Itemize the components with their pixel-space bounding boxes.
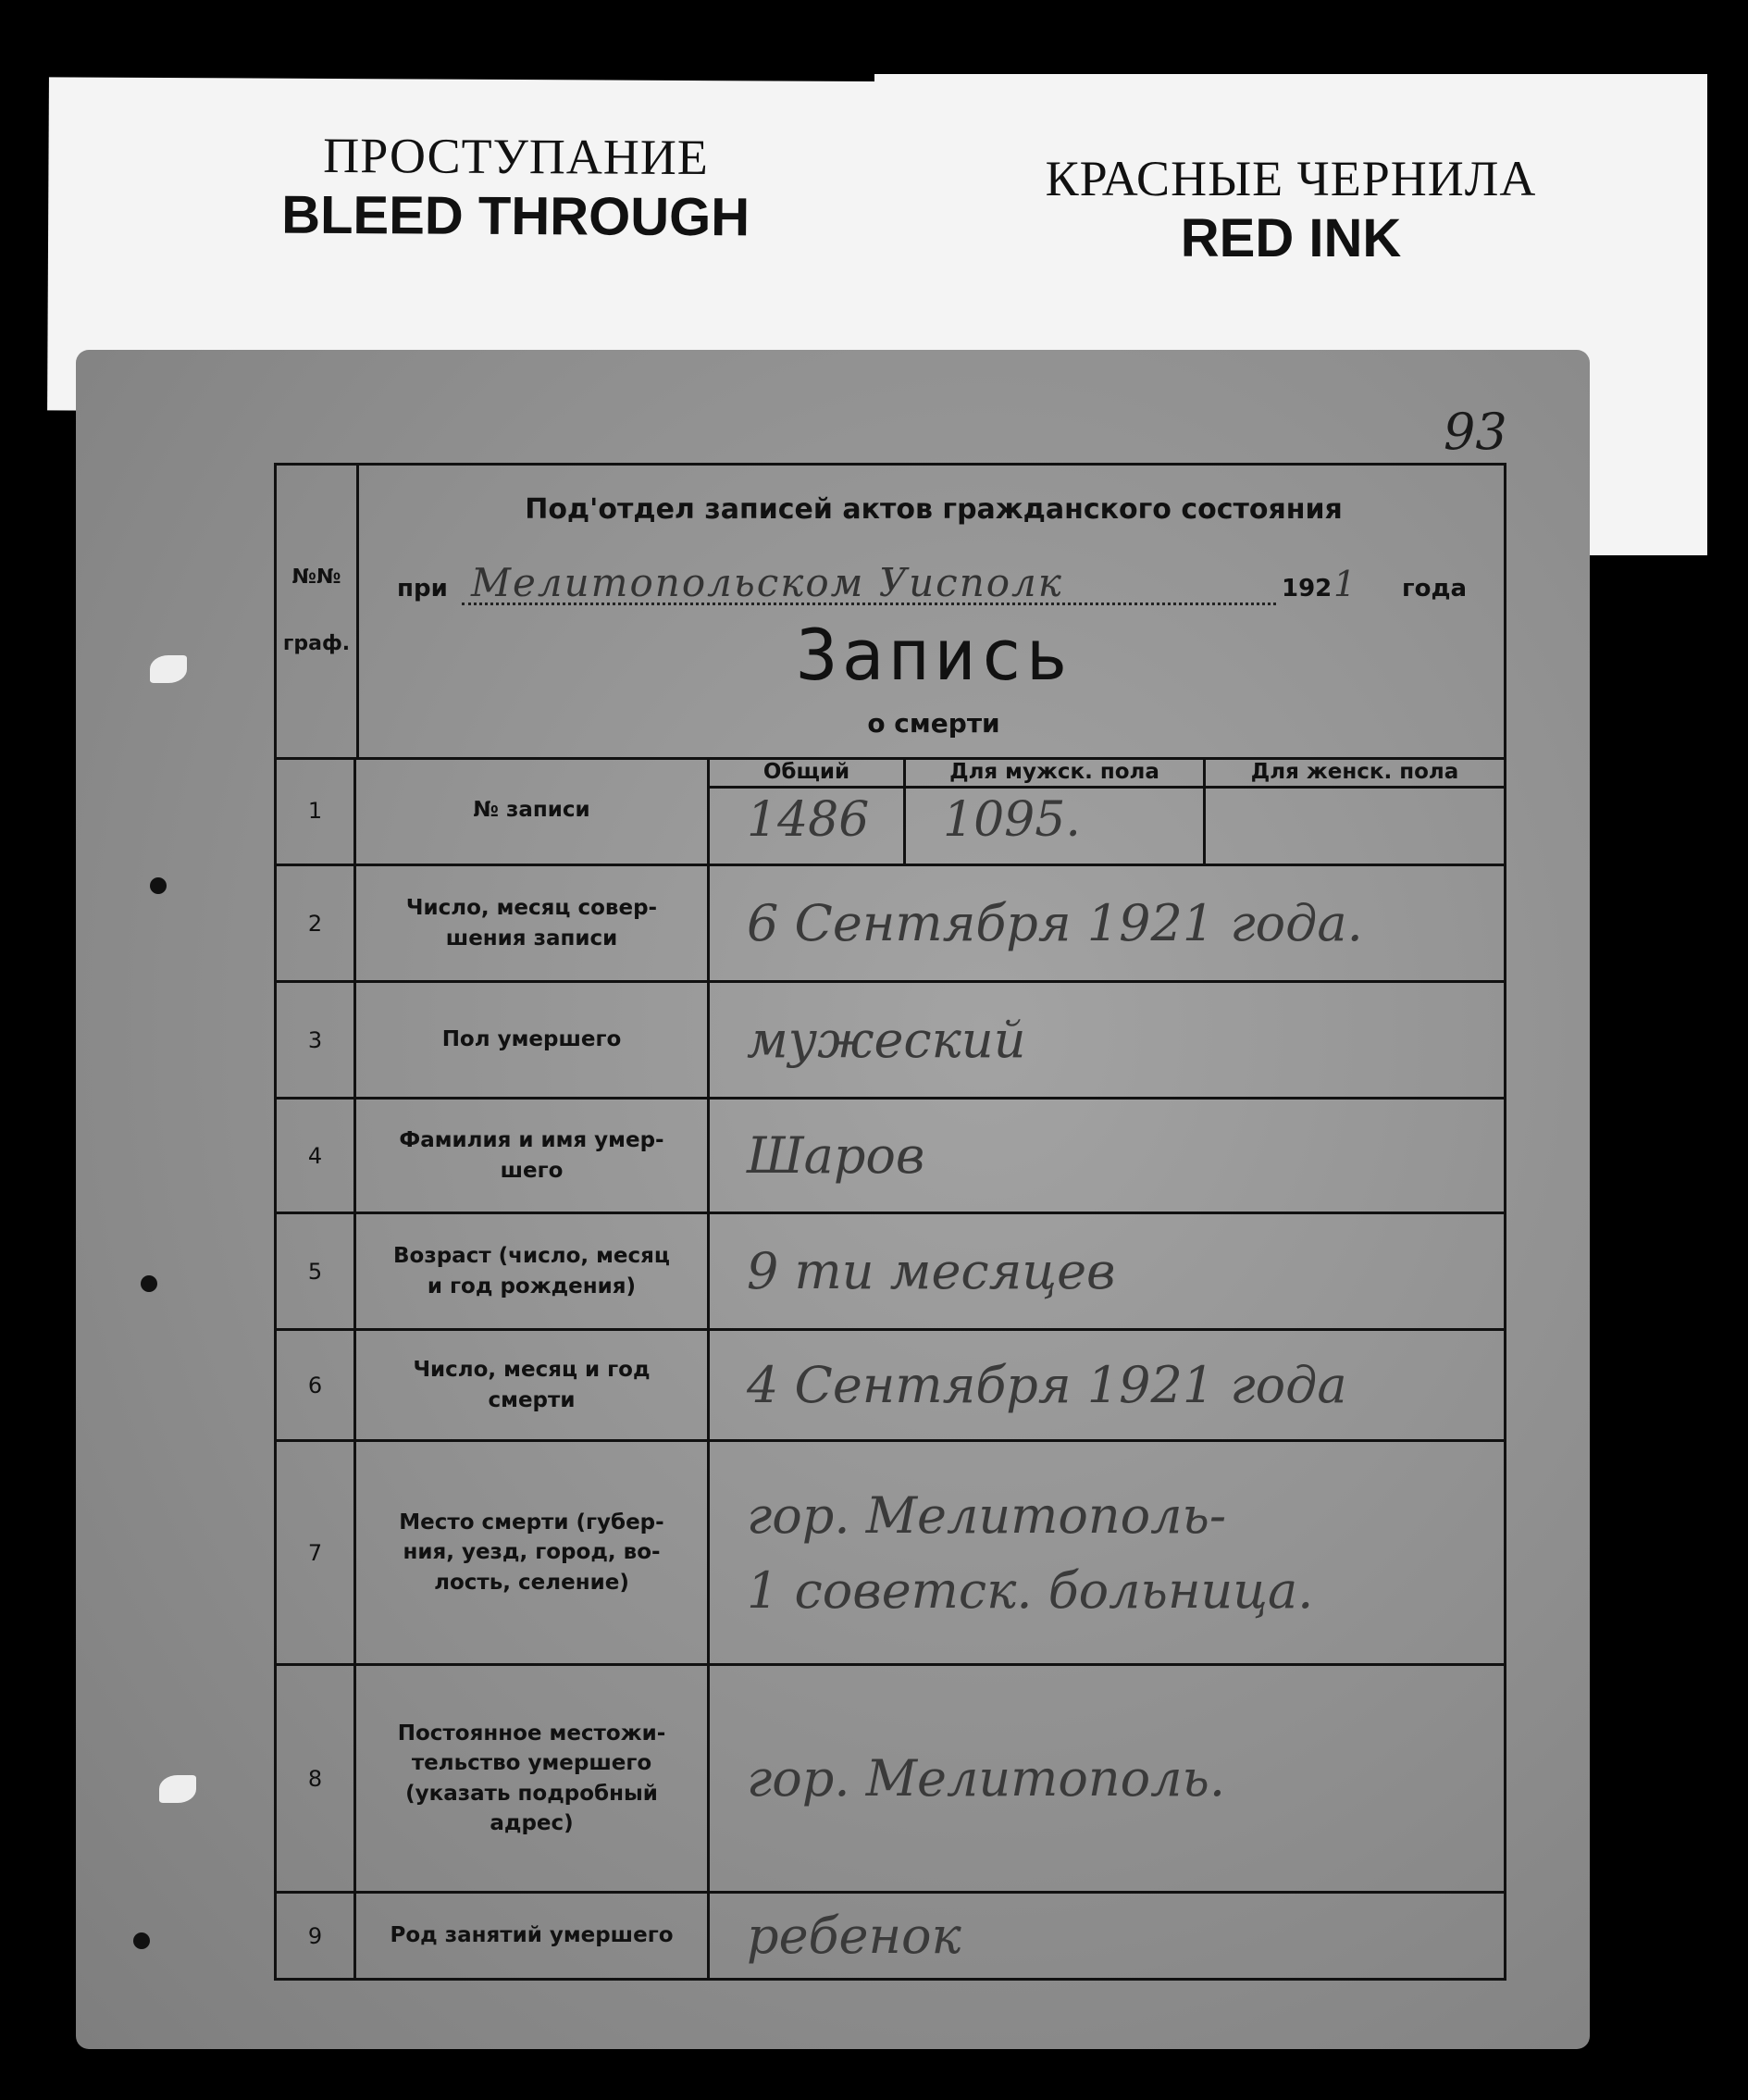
form-row-occupation [277,1894,1504,1978]
form-row-age [277,1214,1504,1331]
row-number: 7 [277,1442,356,1663]
year-suffix: 1 [1333,564,1357,604]
death-record-form [274,463,1506,1981]
form-row-death-date [277,1331,1504,1442]
number-column-header-line1: №№ [291,565,341,589]
paper-tear [159,1775,196,1803]
row-label: Место смерти (губер- ния, уезд, город, во- лость, селение) [356,1442,710,1663]
row-value: Шаров [747,1126,925,1185]
row-label: Постоянное местожи- тельство умершего (указать подробный адрес) [356,1666,710,1891]
row-number: 3 [277,983,356,1097]
row-label: Пол умершего [356,983,710,1097]
row-number: 8 [277,1666,356,1891]
row-value: ребенок [747,1907,961,1965]
department-title: Под'отдел записей актов гражданского состояния [525,493,1343,526]
record-title: Запись [795,614,1072,696]
row-label: Число, месяц и год смерти [356,1331,710,1439]
record-number-total-head: Общий [710,757,903,789]
record-number-total-value: 1486 [747,792,870,848]
row-value: мужеский [747,1011,1026,1069]
issuer-prefix: при [397,575,448,603]
issuer-value: Мелитопольском Уисполк [471,560,1063,605]
record-number-female-value [1206,789,1504,792]
record-number-total-cell [710,757,906,864]
year-word: года [1402,575,1467,603]
paper-tear [150,655,187,683]
record-number-male-head: Для мужск. пола [906,757,1203,789]
punch-hole [150,877,167,894]
row-number: 2 [277,866,356,980]
punch-hole [133,1932,150,1949]
number-column-header-line2: граф. [282,632,351,655]
row-number: 9 [277,1894,356,1978]
record-number-male-cell [906,757,1206,864]
row-label: № записи [356,757,710,864]
row-number: 4 [277,1100,356,1212]
bleed-through-label-ru: ПРОСТУПАНИЕ [323,127,709,186]
form-row-residence [277,1666,1504,1894]
row-value: 4 Сентября 1921 года [747,1356,1347,1414]
row-value: 6 Сентября 1921 года. [747,894,1363,952]
number-column-header [277,466,359,757]
form-header [277,466,1504,760]
row-label: Фамилия и имя умер- шего [356,1100,710,1212]
form-row-sex [277,983,1504,1100]
bleed-through-label-en: BLEED THROUGH [281,184,750,248]
row-label: Возраст (число, месяц и год рождения) [356,1214,710,1328]
record-number-male-value: 1095. [943,792,1081,848]
record-subtitle: о смерти [867,708,1000,739]
form-row-name [277,1100,1504,1214]
year-prefix: 192 [1282,575,1333,603]
red-ink-label-en: RED INK [1180,208,1402,268]
form-row-death-place [277,1442,1504,1666]
row-number: 5 [277,1214,356,1328]
row-label: Число, месяц совер- шения записи [356,866,710,980]
record-number-female-head: Для женск. пола [1206,757,1504,789]
row-value: гор. Мелитополь. [747,1749,1226,1808]
red-ink-label-ru: КРАСНЫЕ ЧЕРНИЛА [1045,151,1537,206]
issuer-line [397,560,1498,605]
row-label: Род занятий умершего [356,1894,710,1978]
form-row-record-number [277,757,1504,866]
punch-hole [141,1275,157,1292]
form-row-record-date [277,866,1504,983]
row-number: 1 [277,757,356,864]
sheet-number: 93 [1444,403,1507,461]
row-value: 9 ти месяцев [747,1242,1116,1300]
record-number-female-cell [1206,757,1504,864]
row-value: гор. Мелитополь- 1 советск. больница. [747,1485,1314,1620]
row-number: 6 [277,1331,356,1439]
